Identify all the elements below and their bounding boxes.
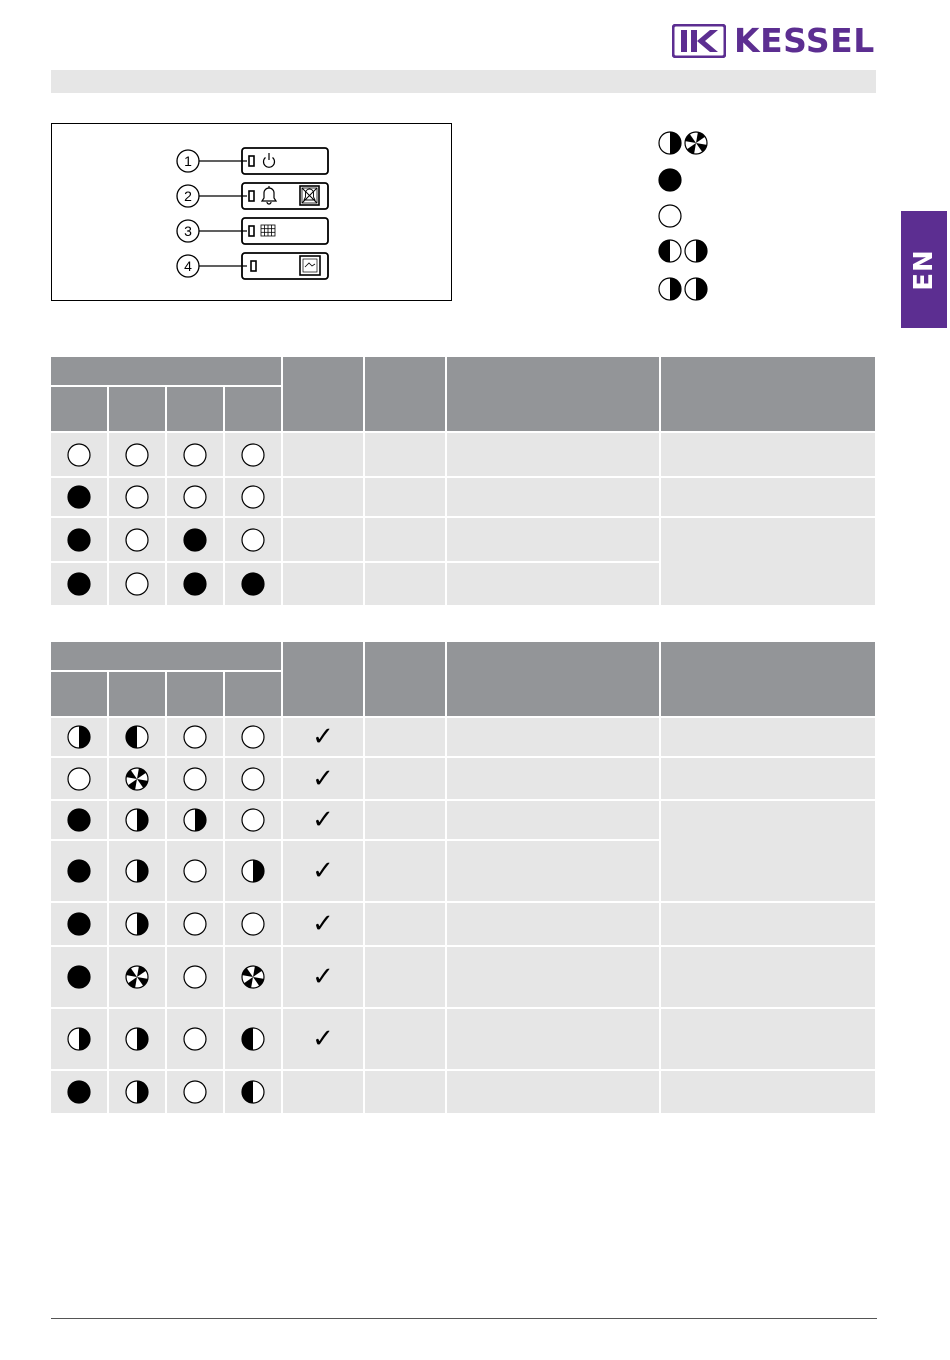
table-cell xyxy=(283,478,363,516)
led-flash-icon xyxy=(125,767,149,791)
table-cell xyxy=(167,903,223,945)
table-cell xyxy=(447,518,659,561)
led-filled-icon xyxy=(67,912,91,936)
led-filled-icon xyxy=(67,965,91,989)
led-empty-icon xyxy=(241,808,265,832)
led-empty-icon xyxy=(183,1080,207,1104)
table-cell-merged xyxy=(661,433,875,476)
display-icon xyxy=(300,256,320,275)
table-cell xyxy=(447,1009,659,1069)
table-cell xyxy=(365,1071,445,1113)
table-cell xyxy=(365,758,445,799)
table-cell-merged xyxy=(661,801,875,901)
led-empty-icon xyxy=(183,912,207,936)
table-cell xyxy=(365,518,445,561)
led-half-left-white-icon xyxy=(125,912,149,936)
check-mark: ✓ xyxy=(312,763,334,794)
header-cell xyxy=(365,642,445,716)
table-cell xyxy=(167,563,223,605)
table-cell xyxy=(51,518,107,561)
led-half-right-white-icon xyxy=(241,1027,265,1051)
table-cell xyxy=(109,903,165,945)
led-flash-icon xyxy=(241,965,265,989)
table-cell xyxy=(447,841,659,901)
led-filled-icon xyxy=(67,485,91,509)
table-cell xyxy=(109,563,165,605)
table-cell xyxy=(447,903,659,945)
header-subcell xyxy=(225,672,281,716)
table-cell xyxy=(167,718,223,756)
led-half-left-white-icon xyxy=(183,808,207,832)
led-half-right-white-icon xyxy=(125,725,149,749)
table-cell xyxy=(109,947,165,1007)
legend-symbol xyxy=(685,132,707,154)
table-cell xyxy=(109,1071,165,1113)
table-cell xyxy=(225,433,281,476)
table-cell-merged xyxy=(661,1071,875,1113)
table-cell xyxy=(365,1009,445,1069)
check-mark: ✓ xyxy=(312,1024,334,1054)
table-cell xyxy=(109,518,165,561)
led-empty-icon xyxy=(241,767,265,791)
table-cell xyxy=(225,758,281,799)
legend-symbol xyxy=(685,278,707,300)
check-mark: ✓ xyxy=(312,962,334,992)
table-cell xyxy=(51,947,107,1007)
table-cell xyxy=(109,1009,165,1069)
table-cell xyxy=(447,478,659,516)
led-half-left-white-icon xyxy=(125,1027,149,1051)
table-cell xyxy=(109,718,165,756)
table-cell-merged xyxy=(661,518,875,605)
table-cell xyxy=(283,518,363,561)
kessel-logo-mark-icon xyxy=(672,24,726,58)
led-filled-icon xyxy=(67,859,91,883)
table-cell xyxy=(109,841,165,901)
header-cell xyxy=(661,357,875,431)
header-cell xyxy=(447,357,659,431)
table-cell xyxy=(109,433,165,476)
table-cell xyxy=(283,433,363,476)
led-status-table-2 xyxy=(51,642,875,1115)
table-cell-merged xyxy=(661,478,875,516)
led-empty-icon xyxy=(183,443,207,467)
table-cell xyxy=(167,758,223,799)
led-filled-icon xyxy=(67,1080,91,1104)
table-cell xyxy=(447,1071,659,1113)
brand-name: KESSEL xyxy=(734,21,875,60)
callout-3: 3 xyxy=(184,223,192,239)
led-empty-icon xyxy=(241,443,265,467)
led-empty-icon xyxy=(241,485,265,509)
legend-symbol xyxy=(659,169,681,191)
legend-symbol xyxy=(659,278,681,300)
legend-symbol xyxy=(685,240,707,262)
check-mark: ✓ xyxy=(312,856,334,886)
header-cell xyxy=(283,642,363,716)
table-cell xyxy=(447,563,659,605)
control-panel-illustration xyxy=(51,123,452,301)
table-cell xyxy=(167,478,223,516)
header-subcell xyxy=(51,672,107,716)
table-cell xyxy=(447,801,659,839)
table-cell xyxy=(283,758,363,799)
table-cell xyxy=(283,947,363,1007)
led-filled-icon xyxy=(67,572,91,596)
table-cell-merged xyxy=(661,947,875,1007)
table-cell xyxy=(447,758,659,799)
bell-icon xyxy=(262,186,276,204)
table-cell xyxy=(365,718,445,756)
led-empty-icon xyxy=(183,1027,207,1051)
table-cell xyxy=(167,841,223,901)
table-cell xyxy=(109,758,165,799)
led-empty-icon xyxy=(125,443,149,467)
led-half-left-white-icon xyxy=(125,808,149,832)
table-cell xyxy=(109,801,165,839)
table-cell xyxy=(51,718,107,756)
table-cell xyxy=(167,801,223,839)
table-cell xyxy=(109,478,165,516)
led-half-left-white-icon xyxy=(67,1027,91,1051)
header-cell xyxy=(661,642,875,716)
led-empty-icon xyxy=(125,485,149,509)
led-empty-icon xyxy=(183,859,207,883)
table-cell xyxy=(51,433,107,476)
led-empty-icon xyxy=(241,528,265,552)
kessel-logo xyxy=(672,22,876,60)
check-mark: ✓ xyxy=(312,909,334,939)
table-cell-merged xyxy=(661,1009,875,1069)
table-cell xyxy=(225,518,281,561)
led-filled-icon xyxy=(183,572,207,596)
table-cell xyxy=(225,718,281,756)
callout-2: 2 xyxy=(184,188,192,204)
table-cell xyxy=(51,758,107,799)
check-mark: ✓ xyxy=(312,805,334,835)
table-cell xyxy=(365,563,445,605)
table-cell xyxy=(283,1009,363,1069)
header-bar xyxy=(51,70,876,93)
led-filled-icon xyxy=(67,528,91,552)
led-legend xyxy=(655,128,735,308)
table-cell xyxy=(283,903,363,945)
table-cell xyxy=(225,478,281,516)
table-cell xyxy=(365,801,445,839)
legend-symbol xyxy=(659,205,681,227)
table-cell xyxy=(51,1009,107,1069)
table-cell xyxy=(283,1071,363,1113)
led-empty-icon xyxy=(183,767,207,791)
table-cell xyxy=(167,1009,223,1069)
table-cell xyxy=(225,947,281,1007)
header-cell xyxy=(447,642,659,716)
table-cell xyxy=(225,1071,281,1113)
table-cell xyxy=(447,433,659,476)
table-cell xyxy=(167,1071,223,1113)
led-empty-icon xyxy=(183,725,207,749)
led-empty-icon xyxy=(241,725,265,749)
callout-1: 1 xyxy=(184,153,192,169)
table-cell xyxy=(283,801,363,839)
keypad-icon xyxy=(261,225,275,236)
led-flash-icon xyxy=(125,965,149,989)
check-mark: ✓ xyxy=(312,722,334,752)
table-cell xyxy=(447,718,659,756)
table-cell xyxy=(51,903,107,945)
table-cell xyxy=(51,1071,107,1113)
power-icon xyxy=(264,153,275,167)
header-subcell xyxy=(225,387,281,431)
header-subcell xyxy=(51,387,107,431)
table-cell xyxy=(167,433,223,476)
table-cell xyxy=(51,801,107,839)
legend-symbol xyxy=(659,132,681,154)
header-subcell xyxy=(167,387,223,431)
header-subcell xyxy=(109,672,165,716)
table-cell xyxy=(225,903,281,945)
led-empty-icon xyxy=(183,965,207,989)
control-panel-drawing xyxy=(52,124,453,302)
legend-symbol xyxy=(659,240,681,262)
table-cell xyxy=(365,903,445,945)
table-cell xyxy=(225,563,281,605)
led-filled-icon xyxy=(183,528,207,552)
table-cell-merged xyxy=(661,758,875,799)
led-empty-icon xyxy=(183,485,207,509)
callout-4: 4 xyxy=(184,258,192,274)
led-filled-icon xyxy=(67,808,91,832)
header-subcell xyxy=(167,672,223,716)
table-cell xyxy=(365,947,445,1007)
led-half-left-white-icon xyxy=(125,1080,149,1104)
header-subcell xyxy=(109,387,165,431)
header-cell xyxy=(283,357,363,431)
table-cell xyxy=(283,718,363,756)
led-status-table-1 xyxy=(51,357,875,605)
led-half-left-white-icon xyxy=(125,859,149,883)
led-empty-icon xyxy=(125,572,149,596)
language-tab[interactable] xyxy=(901,211,947,328)
table-cell xyxy=(225,1009,281,1069)
led-half-left-white-icon xyxy=(241,859,265,883)
table-cell xyxy=(51,478,107,516)
table-cell xyxy=(365,433,445,476)
table-cell xyxy=(225,841,281,901)
table-cell-merged xyxy=(661,903,875,945)
table-cell xyxy=(283,563,363,605)
header-group-cell xyxy=(51,642,281,670)
table-cell-merged xyxy=(661,718,875,756)
led-empty-icon xyxy=(241,912,265,936)
table-cell xyxy=(283,841,363,901)
table-cell xyxy=(225,801,281,839)
table-cell xyxy=(51,563,107,605)
led-half-right-white-icon xyxy=(241,1080,265,1104)
header-group-cell xyxy=(51,357,281,385)
table-cell xyxy=(447,947,659,1007)
table-cell xyxy=(365,841,445,901)
led-half-left-white-icon xyxy=(67,725,91,749)
led-empty-icon xyxy=(125,528,149,552)
table-cell xyxy=(365,478,445,516)
language-tab-label: EN xyxy=(909,248,939,291)
header-cell xyxy=(365,357,445,431)
led-empty-icon xyxy=(67,767,91,791)
table-cell xyxy=(167,518,223,561)
footer-divider xyxy=(51,1318,877,1319)
led-filled-icon xyxy=(241,572,265,596)
alarm-mute-icon xyxy=(300,186,319,205)
table-cell xyxy=(51,841,107,901)
led-empty-icon xyxy=(67,443,91,467)
table-cell xyxy=(167,947,223,1007)
